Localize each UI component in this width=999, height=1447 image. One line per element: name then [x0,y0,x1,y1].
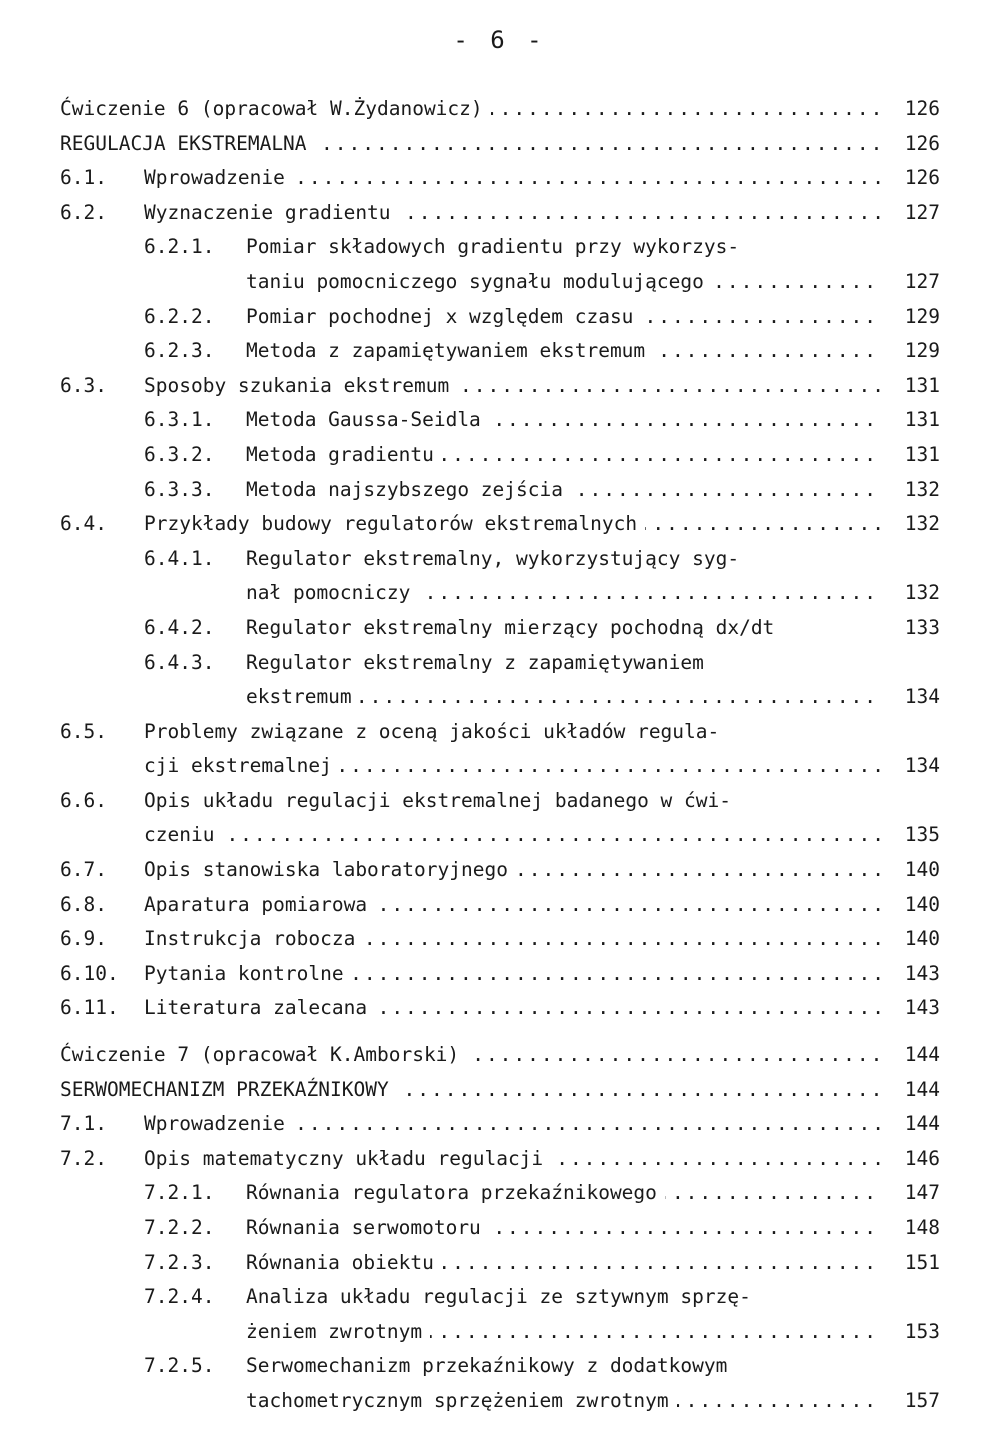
toc-entry-title-wrap [246,438,880,473]
toc-entry-title-wrap [60,92,880,127]
toc-entry-title: Metoda Gaussa-Seidla [246,408,489,431]
toc-entry-title: Wprowadzenie [144,166,293,189]
toc-entry [60,542,940,577]
toc-entry-title: Pytania kontrolne [144,962,352,985]
toc-entry-title-wrap [246,646,880,681]
toc-entry-title: Pomiar składowych gradientu przy wykorzys- [246,235,747,258]
toc-entry [60,922,940,957]
toc-entry-page: 143 [904,996,940,1020]
toc-entry-title-wrap [246,1211,880,1246]
toc-entry-title: Przykłady budowy regulatorów ekstremalnych [144,512,645,535]
toc-entry-page: 133 [904,615,940,639]
toc-entry-number: 6.2.1. [144,235,215,259]
toc-entry-page: 147 [904,1181,940,1205]
toc-entry [60,715,940,750]
toc-entry-page: 134 [904,685,940,709]
toc-entry-title: Wyznaczenie gradientu [144,201,399,224]
toc-entry-title: Równania obiektu [246,1251,442,1274]
toc-entry-title-wrap [144,957,880,992]
toc-entry-number: 6.2.3. [144,339,215,363]
toc-entry-title: Literatura zalecana [144,996,375,1019]
toc-entry-page: 143 [904,961,940,985]
toc-entry-title-wrap [144,922,880,957]
toc-entry [60,818,940,853]
toc-entry-number: 6.3.2. [144,442,215,466]
toc-entry-page: 131 [904,373,940,397]
toc-entry [60,334,940,369]
toc-entry-page: 126 [904,97,940,120]
toc-entry-number: 6.11. [60,996,119,1020]
toc-entry-number: 6.1. [60,166,107,190]
toc-entry-title-wrap [246,1280,880,1315]
toc-entry-title-wrap [246,473,880,508]
toc-entry [60,403,940,438]
toc-entry-page: 131 [904,408,940,432]
toc-entry-page: 146 [904,1146,940,1170]
toc-entry-number: 6.2.2. [144,304,215,328]
toc-entry [60,646,940,681]
toc-entry-title: Metoda najszybszego zejścia [246,478,571,501]
toc-entry-number: 7.2.2. [144,1216,215,1239]
toc-entry-number: 6.4.3. [144,650,215,674]
toc-entry-number: 6.3. [60,373,107,397]
toc-entry-page: 126 [904,166,940,190]
toc-entry [60,507,940,542]
toc-entry [60,853,940,888]
toc-entry-title: Regulator ekstremalny z zapamiętywaniem [246,651,712,674]
toc-entry-title: Pomiar pochodnej x względem czasu [246,305,641,328]
toc-entry [60,161,940,196]
toc-entry-page: 157 [904,1388,940,1412]
toc-entry [60,196,940,231]
toc-entry [60,92,940,127]
toc-entry [60,991,940,1026]
toc-entry-page: 144 [904,1077,940,1101]
toc-entry [60,1280,940,1315]
toc-entry-number: 6.2. [60,200,107,224]
toc-entry-title: Równania serwomotoru [246,1216,489,1239]
toc-entry-title-wrap [246,334,880,369]
toc-entry-title: Sposoby szukania ekstremum [144,374,457,397]
toc-entry-title: Równania regulatora przekaźnikowego [246,1181,665,1204]
toc-entry-title-wrap [144,369,880,404]
toc-entry-title: Wprowadzenie [144,1112,293,1135]
toc-entry [60,265,940,300]
toc-entry-title: Problemy związane z oceną jakości układów regula- [144,720,727,743]
toc-entry-title: Instrukcja robocza [144,927,363,950]
toc-entry-title-wrap [246,1246,880,1281]
toc-entry-title: Opis matematyczny układu regulacji [144,1147,551,1170]
toc-entry-number: 6.10. [60,961,119,985]
toc-entry-page: 132 [904,477,940,501]
toc-entry-title-wrap [246,300,880,335]
toc-entry [60,1211,940,1246]
toc-entry-title-wrap [144,888,880,923]
toc-entry [60,1142,940,1177]
toc-entry-title: Metoda gradientu [246,443,442,466]
toc-entry-page: 148 [904,1216,940,1239]
toc-entry-title-wrap [144,1107,880,1142]
toc-entry-page: 134 [904,754,940,778]
toc-entry-title: Regulator ekstremalny mierzący pochodną dx/dt [246,616,782,639]
toc-entry-title: nał pomocniczy [246,581,418,604]
toc-entry [60,1176,940,1211]
toc-entry-title-wrap [144,196,880,231]
toc-entry [60,1073,940,1108]
toc-entry-title: cji ekstremalnej [144,754,340,777]
toc-entry [60,1315,940,1350]
toc-entry [60,1384,940,1419]
toc-entry-page: 126 [904,131,940,155]
toc-entry-page: 151 [904,1250,940,1274]
toc-entry-title: Opis stanowiska laboratoryjnego [144,858,516,881]
toc-entry [60,576,940,611]
toc-entry-number: 6.7. [60,858,107,882]
toc-entry-number: 6.8. [60,892,107,916]
toc-entry [60,680,940,715]
toc-entry [60,888,940,923]
toc-entry-title-wrap [246,1176,880,1211]
toc-entry [60,300,940,335]
toc-entry-page: 131 [904,442,940,466]
toc-entry-number: 6.4.1. [144,546,215,570]
toc-entry-title: Ćwiczenie 6 (opracował W.Żydanowicz) [60,97,491,120]
toc-entry-page: 129 [904,304,940,328]
toc-entry-title-wrap [246,680,880,715]
toc-entry-title: Ćwiczenie 7 (opracował K.Amborski) [60,1043,467,1066]
toc-entry [60,230,940,265]
toc-entry-page: 129 [904,339,940,363]
toc-entry-number: 7.2.1. [144,1181,215,1205]
toc-entry-title-wrap [246,576,880,611]
toc-entry-title: ekstremum [246,685,360,708]
toc-entry-title: tachometrycznym sprzężeniem zwrotnym [246,1389,677,1412]
toc-entry-page: 144 [904,1112,940,1136]
toc-entry-number: 7.2.5. [144,1354,215,1378]
toc-entry-page: 140 [904,892,940,916]
toc-entry-number: 6.4. [60,512,107,536]
toc-entry-page: 132 [904,512,940,536]
toc-entry-page: 144 [904,1043,940,1067]
toc-entry-title: żeniem zwrotnym [246,1320,430,1343]
toc-entry-title-wrap [246,1349,880,1384]
page-number: - 6 - [453,26,546,54]
toc-entry-number: 6.3.1. [144,408,215,432]
toc-entry-title-wrap [60,127,880,162]
toc-entry-number: 6.5. [60,719,107,743]
toc-entry-number: 7.2.4. [144,1285,215,1309]
toc-entry [60,1246,940,1281]
toc-entry-title-wrap [246,1315,880,1350]
toc-entry [60,127,940,162]
toc-entry-title: taniu pomocniczego sygnału modulującego [246,270,712,293]
toc-entry-number: 6.4.2. [144,615,215,639]
toc-entry-title: SERWOMECHANIZM PRZEKAŹNIKOWY [60,1078,397,1101]
toc-entry-title: REGULACJA EKSTREMALNA [60,132,315,155]
toc-entry-page: 140 [904,927,940,951]
toc-entry-page: 132 [904,581,940,605]
toc-entry-page: 127 [904,200,940,224]
toc-entry-title-wrap [144,991,880,1026]
toc-entry-page: 127 [904,269,940,293]
toc-entry [60,438,940,473]
toc-entry-title: Serwomechanizm przekaźnikowy z dodatkowym [246,1354,735,1377]
toc-entry-title-wrap [246,403,880,438]
toc-entry-title-wrap [144,507,880,542]
toc-entry [60,784,940,819]
toc-entry-title-wrap [144,715,880,750]
toc-entry-page: 135 [904,823,940,847]
toc-entry [60,1107,940,1142]
toc-entry-title-wrap [144,1142,880,1177]
toc-entry-title-wrap [246,1384,880,1419]
toc-entry-title-wrap [246,265,880,300]
toc-entry-number: 7.2. [60,1146,107,1170]
toc-entry-number: 7.1. [60,1112,107,1136]
toc-entry-title-wrap [60,1073,880,1108]
toc-entry-title: Regulator ekstremalny, wykorzystujący syg- [246,547,747,570]
toc-entry [60,1038,940,1073]
toc-entry-title-wrap [144,818,880,853]
toc-entry-title: Analiza układu regulacji ze sztywnym sprzę- [246,1285,759,1308]
toc-entry-number: 6.6. [60,788,107,812]
toc-entry-title: Aparatura pomiarowa [144,893,375,916]
toc-entry-number: 6.3.3. [144,477,215,501]
toc-entry-number: 7.2.3. [144,1250,215,1274]
toc-entry-title: Opis układu regulacji ekstremalnej badanego w ćwi- [144,789,739,812]
toc-entry [60,473,940,508]
toc-entry [60,749,940,784]
table-of-contents [60,92,940,1419]
toc-entry-page: 153 [904,1319,940,1343]
toc-entry-title: Metoda z zapamiętywaniem ekstremum [246,339,653,362]
toc-entry-number: 6.9. [60,927,107,951]
toc-entry-title-wrap [144,784,880,819]
toc-entry-title-wrap [246,611,880,646]
toc-entry-page: 140 [904,858,940,882]
toc-entry [60,611,940,646]
toc-entry [60,369,940,404]
toc-entry-title-wrap [60,1038,880,1073]
toc-entry [60,957,940,992]
toc-entry-title-wrap [246,542,880,577]
toc-entry-title: czeniu [144,823,222,846]
toc-entry-title-wrap [144,853,880,888]
toc-entry [60,1349,940,1384]
toc-entry-title-wrap [144,749,880,784]
toc-entry-title-wrap [144,161,880,196]
toc-entry-title-wrap [246,230,880,265]
